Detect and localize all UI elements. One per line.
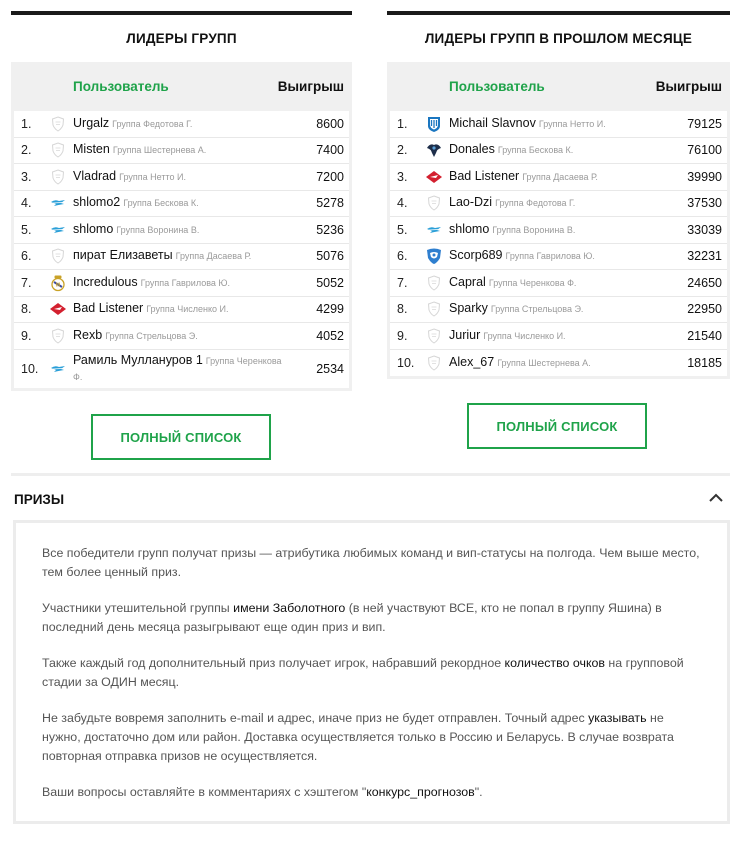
- user-name-text[interactable]: Capral: [449, 274, 486, 289]
- user-name-text[interactable]: Michail Slavnov: [449, 115, 536, 130]
- zenit-logo-icon: [49, 360, 67, 378]
- group-leaders-panel: [11, 11, 352, 391]
- spartak-logo-icon: [49, 300, 67, 318]
- prizes-text: Все победители групп получат призы — атрибутика любимых команд и вип-статусы на полгода. Чем выше место, тем более ценный приз.: [42, 546, 700, 579]
- prizes-paragraph: [42, 544, 701, 582]
- user-name[interactable]: [73, 222, 283, 238]
- generic-shield-icon: [425, 194, 443, 212]
- winnings-value: 37530: [687, 196, 722, 211]
- prizes-content: [13, 520, 730, 824]
- group-name: Группа Гаврилова Ю.: [505, 251, 595, 262]
- group-name: Группа Черенкова Ф.: [73, 355, 282, 382]
- panel-title: ЛИДЕРЫ ГРУПП: [126, 31, 237, 46]
- group-name: Группа Бескова К.: [123, 198, 199, 209]
- group-name: Группа Нетто И.: [119, 171, 186, 182]
- real-madrid-logo-icon: [49, 274, 67, 292]
- table-row[interactable]: [390, 244, 727, 271]
- hashtag-link[interactable]: конкурс_прогнозов: [366, 785, 475, 799]
- winnings-value: 39990: [687, 169, 722, 184]
- rank-number: 1.: [397, 116, 408, 131]
- table-row[interactable]: [390, 191, 727, 218]
- user-name[interactable]: [73, 328, 283, 344]
- column-header-winnings: Выигрыш: [277, 79, 344, 94]
- group-name: Группа Численко И.: [146, 304, 229, 315]
- user-name[interactable]: [449, 195, 659, 211]
- group-name: Группа Нетто И.: [538, 118, 606, 129]
- user-name-text[interactable]: shlomo: [73, 221, 114, 236]
- user-name-text[interactable]: shlomo: [449, 221, 490, 236]
- user-name[interactable]: [73, 301, 283, 317]
- eagle-logo-icon: [425, 141, 443, 159]
- chevron-up-icon[interactable]: [708, 490, 724, 506]
- user-name[interactable]: [73, 353, 283, 385]
- prizes-text: Участники утешительной группы: [42, 601, 234, 615]
- winnings-value: 2534: [316, 361, 344, 376]
- full-list-button[interactable]: ПОЛНЫЙ СПИСОК: [91, 414, 271, 460]
- prizes-text: ".: [474, 785, 483, 799]
- winnings-value: 5052: [316, 275, 344, 290]
- rank-number: 10.: [21, 361, 39, 376]
- table-row[interactable]: [390, 297, 727, 324]
- table-row[interactable]: [14, 323, 349, 350]
- winnings-value: 5278: [316, 196, 344, 211]
- table-header: [390, 62, 727, 111]
- rank-number: 5.: [21, 222, 32, 237]
- last-month-leaders-panel: [387, 11, 730, 379]
- prizes-text: не нужно, достаточно дом или район. Доставка осуществляется только в Россию и Беларусь. В случае возврата повторная отправка призов не осуществляется.: [42, 711, 674, 763]
- table-row[interactable]: [14, 244, 349, 271]
- rank-number: 10.: [397, 355, 415, 370]
- generic-shield-icon: [49, 115, 67, 133]
- zabolotny-group-link[interactable]: имени Заболотного: [233, 601, 346, 615]
- winnings-value: 7400: [316, 143, 344, 158]
- column-header-user[interactable]: Пользователь: [73, 79, 169, 94]
- table-row[interactable]: [14, 350, 349, 388]
- user-name-text[interactable]: shlomo2: [73, 195, 121, 210]
- table-row[interactable]: [14, 164, 349, 191]
- table-row[interactable]: [390, 138, 727, 165]
- user-name[interactable]: [73, 116, 283, 132]
- rank-number: 7.: [397, 275, 408, 290]
- user-name-text[interactable]: Vladrad: [73, 168, 117, 183]
- user-name-text[interactable]: Scorp689: [449, 248, 503, 263]
- table-row[interactable]: [390, 111, 727, 138]
- group-name: Группа Дасаева Р.: [522, 171, 598, 182]
- table-row[interactable]: [14, 138, 349, 165]
- winnings-value: 24650: [687, 275, 722, 290]
- user-name[interactable]: [449, 328, 659, 344]
- svg-text:M: M: [55, 282, 61, 289]
- prizes-text: (в ней участвуют ВСЕ, кто не попал в группу Яшина) в последний день месяца разыгрывают еще один приз и вип.: [42, 601, 662, 634]
- generic-shield-icon: [49, 247, 67, 265]
- prizes-title: ПРИЗЫ: [14, 491, 65, 507]
- user-name-text[interactable]: Donales: [449, 142, 495, 157]
- user-name[interactable]: [449, 301, 659, 317]
- user-name[interactable]: [449, 116, 659, 132]
- winnings-value: 5076: [316, 249, 344, 264]
- table-row[interactable]: [390, 270, 727, 297]
- table-row[interactable]: [390, 164, 727, 191]
- user-name-text[interactable]: Juriur: [449, 327, 481, 342]
- rank-number: 6.: [397, 249, 408, 264]
- leaders-table: [11, 62, 352, 391]
- group-name: Группа Шестернева А.: [497, 357, 591, 368]
- user-name[interactable]: [449, 142, 659, 158]
- table-row[interactable]: [390, 217, 727, 244]
- group-name: Группа Гаврилова Ю.: [140, 277, 230, 288]
- full-list-button[interactable]: ПОЛНЫЙ СПИСОК: [467, 403, 647, 449]
- prizes-paragraph: [42, 599, 701, 637]
- user-name[interactable]: [449, 222, 659, 238]
- table-row[interactable]: [14, 297, 349, 324]
- user-name[interactable]: [73, 275, 283, 291]
- table-row[interactable]: [390, 350, 727, 377]
- winnings-value: 4299: [316, 302, 344, 317]
- winnings-value: 21540: [687, 328, 722, 343]
- rank-number: 8.: [397, 302, 408, 317]
- rank-number: 9.: [21, 328, 32, 343]
- table-row[interactable]: [14, 270, 349, 297]
- generic-shield-icon: [425, 327, 443, 345]
- group-name: Группа Федотова Г.: [495, 198, 576, 209]
- winnings-value: 76100: [687, 143, 722, 158]
- prizes-paragraph: [42, 654, 701, 692]
- table-header: [14, 62, 349, 111]
- user-name-text[interactable]: Alex_67: [449, 354, 495, 369]
- rank-number: 4.: [21, 196, 32, 211]
- rank-number: 7.: [21, 275, 32, 290]
- user-name[interactable]: [73, 195, 283, 211]
- winnings-value: 22950: [687, 302, 722, 317]
- user-name-text[interactable]: Misten: [73, 142, 110, 157]
- user-name[interactable]: [73, 142, 283, 158]
- group-name: Группа Стрельцова Э.: [490, 304, 584, 315]
- points-record-link[interactable]: количество очков: [504, 656, 605, 670]
- rank-number: 2.: [21, 143, 32, 158]
- rank-number: 2.: [397, 143, 408, 158]
- winnings-value: 8600: [316, 116, 344, 131]
- user-name[interactable]: [449, 275, 659, 291]
- group-name: Группа Черенкова Ф.: [488, 277, 577, 288]
- group-name: Группа Бескова К.: [497, 145, 574, 156]
- column-header-user[interactable]: Пользователь: [449, 79, 545, 94]
- prizes-paragraph: [42, 783, 701, 802]
- group-name: Группа Воронина В.: [492, 224, 576, 235]
- winnings-value: 32231: [687, 249, 722, 264]
- generic-shield-icon: [425, 300, 443, 318]
- winnings-value: 4052: [316, 328, 344, 343]
- blue-crest-logo-icon: [425, 247, 443, 265]
- table-row[interactable]: [390, 323, 727, 350]
- address-link[interactable]: указывать: [588, 711, 647, 725]
- user-name-text[interactable]: пират Елизаветы: [73, 248, 173, 263]
- table-body: [390, 111, 727, 376]
- user-name[interactable]: [73, 248, 283, 264]
- winnings-value: 7200: [316, 169, 344, 184]
- prizes-header[interactable]: [14, 483, 730, 515]
- zenit-logo-icon: [425, 221, 443, 239]
- rank-number: 5.: [397, 222, 408, 237]
- zenit-logo-icon: [49, 194, 67, 212]
- user-name-text[interactable]: Lao-Dzi: [449, 195, 493, 210]
- group-name: Группа Шестернева А.: [112, 145, 207, 156]
- user-name[interactable]: [449, 169, 659, 185]
- user-name-text[interactable]: Rexb: [73, 327, 103, 342]
- user-name-text[interactable]: Incredulous: [73, 274, 138, 289]
- user-name-text[interactable]: Sparky: [449, 301, 488, 316]
- user-name-text[interactable]: Bad Listener: [73, 301, 144, 316]
- user-name-text[interactable]: Urgalz: [73, 115, 110, 130]
- spartak-logo-icon: [425, 168, 443, 186]
- winnings-value: 5236: [316, 222, 344, 237]
- rank-number: 9.: [397, 328, 408, 343]
- user-name-text[interactable]: Рамиль Муллануров 1: [73, 352, 203, 367]
- user-name[interactable]: [73, 169, 283, 185]
- generic-shield-icon: [49, 141, 67, 159]
- group-name: Группа Федотова Г.: [112, 118, 193, 129]
- prizes-paragraph: [42, 709, 701, 766]
- table-row[interactable]: [14, 111, 349, 138]
- winnings-value: 33039: [687, 222, 722, 237]
- generic-shield-icon: [49, 327, 67, 345]
- zenit-logo-icon: [49, 221, 67, 239]
- generic-shield-icon: [49, 168, 67, 186]
- user-name[interactable]: [449, 248, 659, 264]
- generic-shield-icon: [425, 274, 443, 292]
- table-body: [14, 111, 349, 388]
- rank-number: 6.: [21, 249, 32, 264]
- rank-number: 3.: [21, 169, 32, 184]
- user-name[interactable]: [449, 355, 659, 371]
- group-name: Группа Воронина В.: [116, 224, 200, 235]
- table-row[interactable]: [14, 217, 349, 244]
- group-name: Группа Дасаева Р.: [175, 251, 252, 262]
- prizes-text: Также каждый год дополнительный приз получает игрок, набравший рекордное: [42, 656, 505, 670]
- panel-title: ЛИДЕРЫ ГРУПП В ПРОШЛОМ МЕСЯЦЕ: [424, 31, 693, 46]
- section-divider: [11, 473, 730, 476]
- group-name: Группа Численко И.: [483, 330, 566, 341]
- rank-number: 1.: [21, 116, 32, 131]
- prizes-text: на групповой стадии за ОДИН месяц.: [42, 656, 684, 689]
- group-name: Группа Стрельцова Э.: [105, 330, 198, 341]
- user-name-text[interactable]: Bad Listener: [449, 168, 520, 183]
- rank-number: 4.: [397, 196, 408, 211]
- winnings-value: 79125: [687, 116, 722, 131]
- table-row[interactable]: [14, 191, 349, 218]
- rank-number: 3.: [397, 169, 408, 184]
- leaders-table: [387, 62, 730, 379]
- rotor-logo-icon: [425, 115, 443, 133]
- prizes-text: Ваши вопросы оставляйте в комментариях с хэштегом ": [42, 785, 367, 799]
- winnings-value: 18185: [687, 355, 722, 370]
- prizes-text: Не забудьте вовремя заполнить e-mail и адрес, иначе приз не будет отправлен. Точный адрес: [42, 711, 589, 725]
- rank-number: 8.: [21, 302, 32, 317]
- generic-shield-icon: [425, 354, 443, 372]
- column-header-winnings: Выигрыш: [655, 79, 722, 94]
